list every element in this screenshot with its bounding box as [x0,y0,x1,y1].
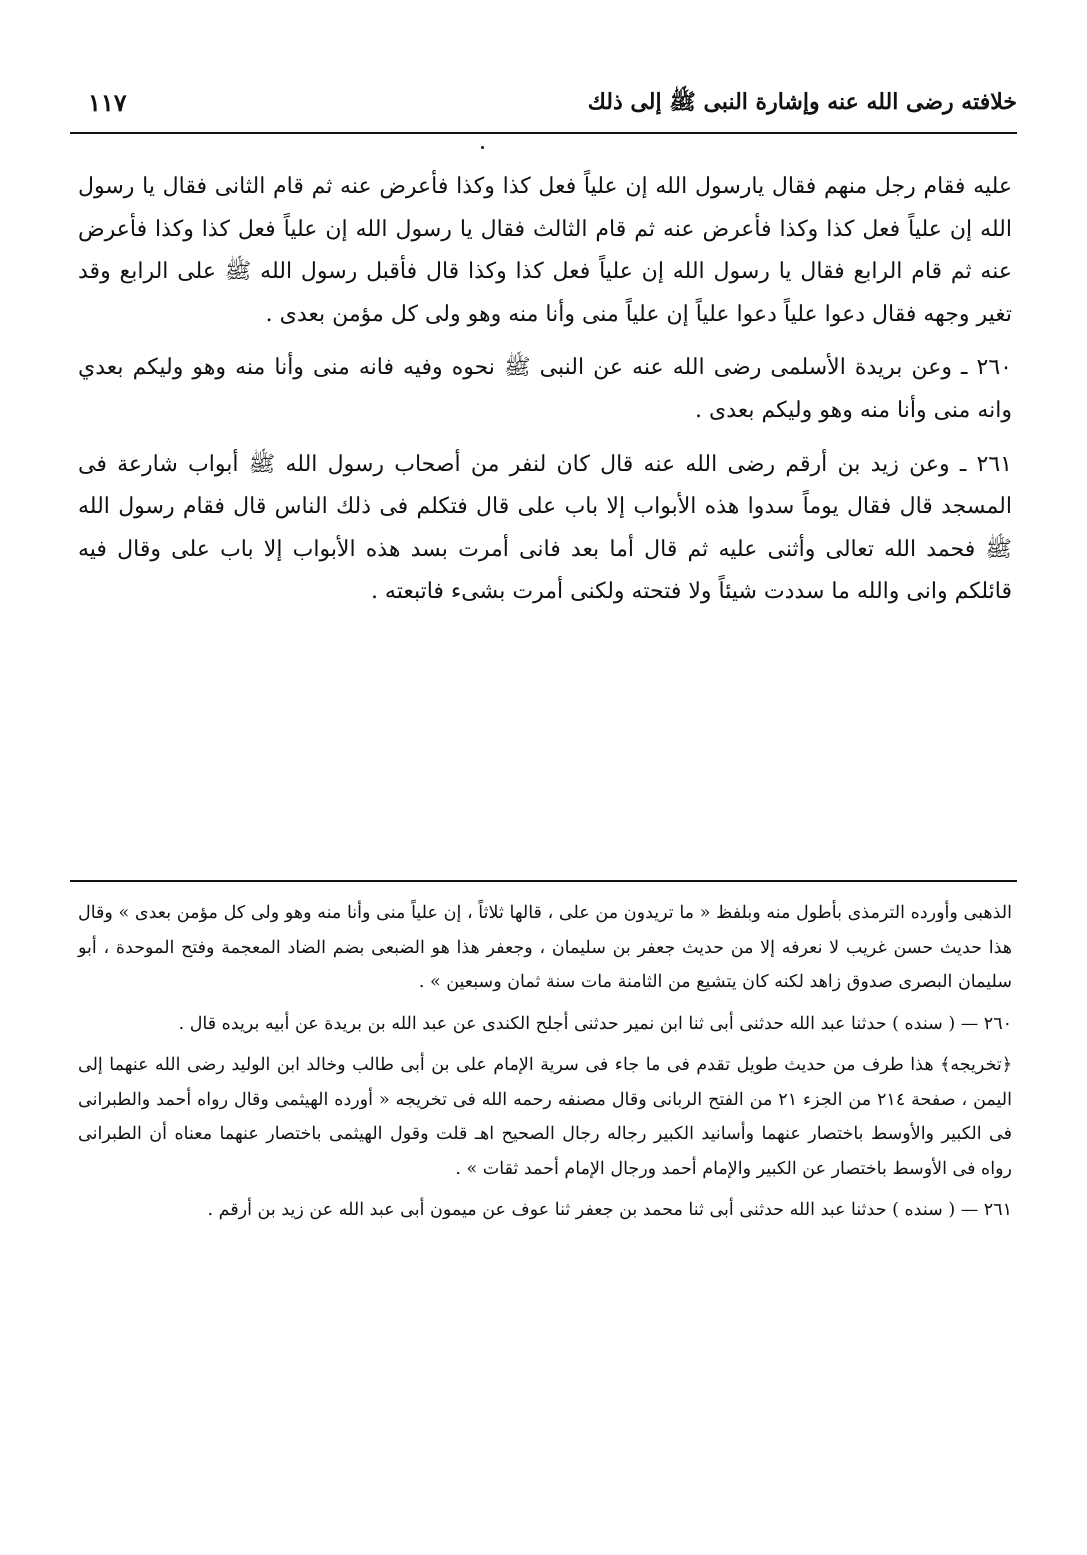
footnotes [78,896,1012,1228]
footnote-continuation: الذهبى وأورده الترمذى بأطول منه وبلفظ « ما تريدون من على ، قالها ثلاثاً ، إن علياً منى وأنا منه وهو ولى كل مؤمن بعدى » وقال هذا حديث حسن غريب لا نعرفه إلا من حديث جعفر بن سليمان ، وجعفر هذا هو الضبعى بضم الضاد المعجمة وفتح الموحدة ، أبو سليمان البصرى صدوق زاهد لكنه كان يتشيع من الثامنة مات سنة ثمان وسبعين » . [78,903,1012,992]
footnote-260-takhrij: ﴿تخريجه﴾ هذا طرف من حديث طويل تقدم فى ما جاء فى سرية الإمام على بن أبى طالب وخالد ابن الوليد رضى الله عنهما إلى اليمن ، صفحة ٢١٤ من الجزء ٢١ من الفتح الربانى وقال مصنفه رحمه الله فى تخريجه « أورده الهيثمى وقال رواه أحمد والطبرانى فى الكبير والأوسط باختصار عنهما وأسانيد الكبير رجاله رجال الصحيح اهـ قلت وقول الهيثمى باختصار عنهما معناه أن الطبرانى رواه فى الأوسط باختصار عن الكبير والإمام أحمد ورجال الإمام أحمد ثقات » . [78,1055,1012,1179]
footnote-260-sanad: ٢٦٠ — ( سنده ) حدثنا عبد الله حدثنى أبى ثنا ابن نمير حدثنى أجلح الكندى عن عبد الله بن بريدة عن أبيه بريده قال . [178,1013,1012,1034]
footnote-divider [70,880,1017,882]
hadith-260: ٢٦٠ ـ وعن بريدة الأسلمى رضى الله عنه عن النبى ﷺ نحوه وفيه فانه منى وأنا منه وهو وليكم بعدي وانه منى وأنا منه وهو وليكم بعدى . [78,355,1012,423]
header-divider [70,132,1017,134]
page-header [70,88,1017,128]
main-paragraph: عليه فقام رجل منهم فقال يارسول الله إن علياً فعل كذا وكذا فأعرض عنه ثم قام الثانى فقال يا رسول الله إن علياً فعل كذا وكذا فأعرض عنه ثم قام الثالث فقال يا رسول الله إن علياً فعل كذا وكذا فأعرض عنه ثم قام الرابع فقال يا رسول الله إن علياً فعل كذا وكذا قال فأقبل رسول الله ﷺ على الرابع وقد تغير وجهه فقال دعوا علياً دعوا علياً إن علياً منى وأنا منه وهو ولى كل مؤمن بعدى . [78,174,1012,327]
ink-speck [481,146,484,149]
main-text [78,166,1012,614]
footnote-261-sanad: ٢٦١ — ( سنده ) حدثنا عبد الله حدثنى أبى ثنا محمد بن جعفر ثنا عوف عن ميمون أبى عبد الله عن زيد بن أرقم . [207,1200,1012,1220]
page-number: ١١٧ [88,88,127,117]
running-title: خلافته رضى الله عنه وإشارة النبى ﷺ إلى ذلك [587,89,1017,115]
hadith-261: ٢٦١ ـ وعن زيد بن أرقم رضى الله عنه قال كان لنفر من أصحاب رسول الله ﷺ أبواب شارعة فى المسجد قال فقال يوماً سدوا هذه الأبواب إلا باب على قال فتكلم فى ذلك الناس قال فقام رسول الله ﷺ فحمد الله تعالى وأثنى عليه ثم قال أما بعد فانى أمرت بسد هذه الأبواب إلا باب على وقال فيه قائلكم وانى والله ما سددت شيئاً ولا فتحته ولكنى أمرت بشىء فاتبعته . [78,451,1012,605]
